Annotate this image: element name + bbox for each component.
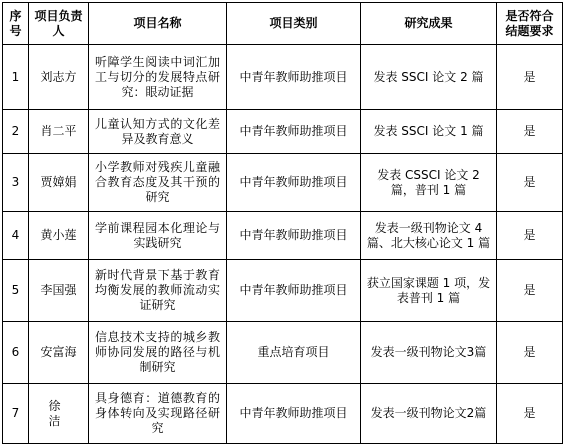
row-index: 7 xyxy=(3,384,29,444)
table-row xyxy=(3,322,563,384)
row-results: 发表一级刊物论文3篇 xyxy=(361,322,497,384)
header-title: 项目名称 xyxy=(89,3,227,45)
row-compliant: 是 xyxy=(497,212,563,260)
row-results: 发表 SSCI 论文 1 篇 xyxy=(361,110,497,154)
row-category: 中青年教师助推项目 xyxy=(227,45,361,110)
row-title: 具身德育：道德教育的身体转向及实现路径研究 xyxy=(89,384,227,444)
row-index: 1 xyxy=(3,45,29,110)
row-compliant: 是 xyxy=(497,45,563,110)
row-results: 发表 CSSCI 论文 2 篇，普刊 1 篇 xyxy=(361,154,497,212)
row-leader: 肖二平 xyxy=(29,110,89,154)
row-leader: 安富海 xyxy=(29,322,89,384)
row-category: 中青年教师助推项目 xyxy=(227,260,361,322)
table-row xyxy=(3,260,563,322)
table-row xyxy=(3,45,563,110)
header-leader: 项目负责人 xyxy=(29,3,89,45)
row-category: 中青年教师助推项目 xyxy=(227,110,361,154)
row-title: 儿童认知方式的文化差异及教育意义 xyxy=(89,110,227,154)
row-compliant: 是 xyxy=(497,260,563,322)
row-category: 中青年教师助推项目 xyxy=(227,384,361,444)
row-compliant: 是 xyxy=(497,322,563,384)
row-results: 获立国家课题 1 项，发表普刊 1 篇 xyxy=(361,260,497,322)
results-table xyxy=(2,2,563,444)
row-index: 3 xyxy=(3,154,29,212)
row-leader: 徐 洁 xyxy=(29,384,89,444)
row-title: 信息技术支持的城乡教师协同发展的路径与机制研究 xyxy=(89,322,227,384)
row-index: 5 xyxy=(3,260,29,322)
header-row xyxy=(3,3,563,45)
table-row xyxy=(3,110,563,154)
row-index: 6 xyxy=(3,322,29,384)
header-category: 项目类别 xyxy=(227,3,361,45)
row-leader: 李国强 xyxy=(29,260,89,322)
row-results: 发表一级刊物论文 4 篇、北大核心论文 1 篇 xyxy=(361,212,497,260)
row-category: 重点培育项目 xyxy=(227,322,361,384)
row-index: 2 xyxy=(3,110,29,154)
header-index: 序号 xyxy=(3,3,29,45)
row-compliant: 是 xyxy=(497,154,563,212)
row-results: 发表 SSCI 论文 2 篇 xyxy=(361,45,497,110)
table-row xyxy=(3,154,563,212)
row-leader: 黄小莲 xyxy=(29,212,89,260)
table-row xyxy=(3,384,563,444)
row-compliant: 是 xyxy=(497,110,563,154)
row-leader: 贾嫜娟 xyxy=(29,154,89,212)
header-results: 研究成果 xyxy=(361,3,497,45)
row-title: 学前课程园本化理论与实践研究 xyxy=(89,212,227,260)
row-compliant: 是 xyxy=(497,384,563,444)
row-title: 小学教师对残疾儿童融合教育态度及其干预的研究 xyxy=(89,154,227,212)
row-title: 听障学生阅读中词汇加工与切分的发展特点研究：眼动证据 xyxy=(89,45,227,110)
row-category: 中青年教师助推项目 xyxy=(227,212,361,260)
row-title: 新时代背景下基于教育均衡发展的教师流动实证研究 xyxy=(89,260,227,322)
row-results: 发表一级刊物论文2篇 xyxy=(361,384,497,444)
row-leader: 刘志方 xyxy=(29,45,89,110)
row-index: 4 xyxy=(3,212,29,260)
table-row xyxy=(3,212,563,260)
header-compliant: 是否符合结题要求 xyxy=(497,3,563,45)
row-category: 中青年教师助推项目 xyxy=(227,154,361,212)
